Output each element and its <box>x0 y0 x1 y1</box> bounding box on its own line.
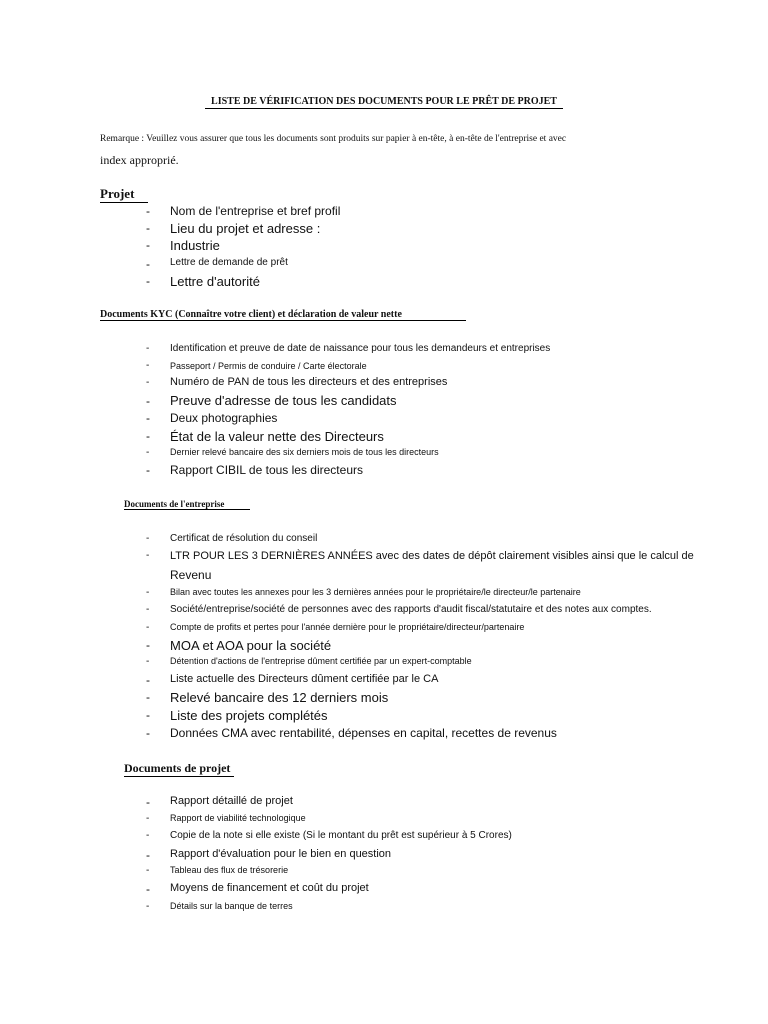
list-item: État de la valeur nette des Directeurs <box>170 429 384 444</box>
list-item: Liste des projets complétés <box>170 708 328 723</box>
bullet-dash: - <box>146 604 150 615</box>
list-item: Dernier relevé bancaire des six derniers mois de tous les directeurs <box>170 447 439 457</box>
list-item: Deux photographies <box>170 411 278 425</box>
bullet-dash: - <box>146 865 150 876</box>
section-heading-entreprise: Documents de l'entreprise <box>124 499 250 510</box>
bullet-dash: - <box>146 550 150 561</box>
list-item: Rapport détaillé de projet <box>170 795 293 807</box>
remark-line-1: Remarque : Veuillez vous assurer que tous les documents sont produits sur papier à en-tête, à en-tête de l'entreprise et avec <box>100 134 567 144</box>
list-item: Données CMA avec rentabilité, dépenses en capital, recettes de revenus <box>170 726 557 740</box>
bullet-dash: - <box>146 274 150 288</box>
bullet-dash: - <box>146 638 150 652</box>
list-item: Preuve d'adresse de tous les candidats <box>170 393 397 408</box>
list-item: Tableau des flux de trésorerie <box>170 865 289 875</box>
list-item: Rapport CIBIL de tous les directeurs <box>170 463 363 477</box>
bullet-dash: - <box>146 848 150 862</box>
list-item: Numéro de PAN de tous les directeurs et des entreprises <box>170 376 448 388</box>
list-item: Nom de l'entreprise et bref profil <box>170 204 341 218</box>
bullet-dash: - <box>146 447 150 458</box>
list-item: Passeport / Permis de conduire / Carte électorale <box>170 361 367 371</box>
bullet-dash: - <box>146 656 150 667</box>
bullet-dash: - <box>146 830 150 841</box>
bullet-dash: - <box>146 622 150 633</box>
section-heading-projet: Projet <box>100 186 148 203</box>
list-item: Relevé bancaire des 12 derniers mois <box>170 690 389 705</box>
bullet-dash: - <box>146 726 150 740</box>
list-item: MOA et AOA pour la société <box>170 638 332 653</box>
section-heading-kyc: Documents KYC (Connaître votre client) et déclaration de valeur nette <box>100 309 466 321</box>
bullet-dash: - <box>146 343 150 354</box>
bullet-dash: - <box>146 463 150 477</box>
list-item: Lettre de demande de prêt <box>170 257 288 268</box>
list-item: Rapport d'évaluation pour le bien en question <box>170 848 392 860</box>
list-item-continuation: Revenu <box>170 568 212 582</box>
list-item: Société/entreprise/société de personnes avec des rapports d'audit fiscal/statutaire et des notes aux comptes. <box>170 604 652 615</box>
bullet-dash: - <box>146 533 150 544</box>
bullet-dash: - <box>146 587 150 598</box>
bullet-dash: - <box>146 377 150 388</box>
bullet-dash: - <box>146 673 150 687</box>
list-item: Identification et preuve de date de naissance pour tous les demandeurs et entreprises <box>170 343 551 354</box>
bullet-dash: - <box>146 360 150 371</box>
list-item: Moyens de financement et coût du projet <box>170 882 369 894</box>
bullet-dash: - <box>146 901 150 912</box>
list-item: Détention d'actions de l'entreprise dûment certifiée par un expert-comptable <box>170 656 472 666</box>
list-item: Détails sur la banque de terres <box>170 901 293 911</box>
bullet-dash: - <box>146 394 150 408</box>
list-item: Liste actuelle des Directeurs dûment certifiée par le CA <box>170 673 439 685</box>
list-item: Compte de profits et pertes pour l'année dernière pour le propriétaire/directeur/partenaire <box>170 622 525 632</box>
document-title: LISTE DE VÉRIFICATION DES DOCUMENTS POUR LE PRÊT DE PROJET <box>0 96 768 107</box>
bullet-dash: - <box>146 429 150 443</box>
remark-line-2: index approprié. <box>100 153 179 167</box>
list-item: Bilan avec toutes les annexes pour les 3 dernières années pour le propriétaire/le directeur/le partenaire <box>170 587 581 597</box>
section-heading-documents-projet: Documents de projet <box>124 761 234 777</box>
bullet-dash: - <box>146 204 150 218</box>
list-item: Lieu du projet et adresse : <box>170 221 321 236</box>
bullet-dash: - <box>146 411 150 425</box>
bullet-dash: - <box>146 238 150 252</box>
bullet-dash: - <box>146 882 150 896</box>
list-item: Industrie <box>170 238 220 253</box>
bullet-dash: - <box>146 221 150 235</box>
bullet-dash: - <box>146 690 150 704</box>
list-item: Rapport de viabilité technologique <box>170 813 306 823</box>
bullet-dash: - <box>146 257 150 271</box>
bullet-dash: - <box>146 708 150 722</box>
list-item: Lettre d'autorité <box>170 274 260 289</box>
list-item: Copie de la note si elle existe (Si le montant du prêt est supérieur à 5 Crores) <box>170 830 512 841</box>
bullet-dash: - <box>146 813 150 824</box>
bullet-dash: - <box>146 795 150 809</box>
list-item: LTR POUR LES 3 DERNIÈRES ANNÉES avec des dates de dépôt clairement visibles ainsi que le calcul de <box>170 550 694 562</box>
list-item: Certificat de résolution du conseil <box>170 533 318 544</box>
